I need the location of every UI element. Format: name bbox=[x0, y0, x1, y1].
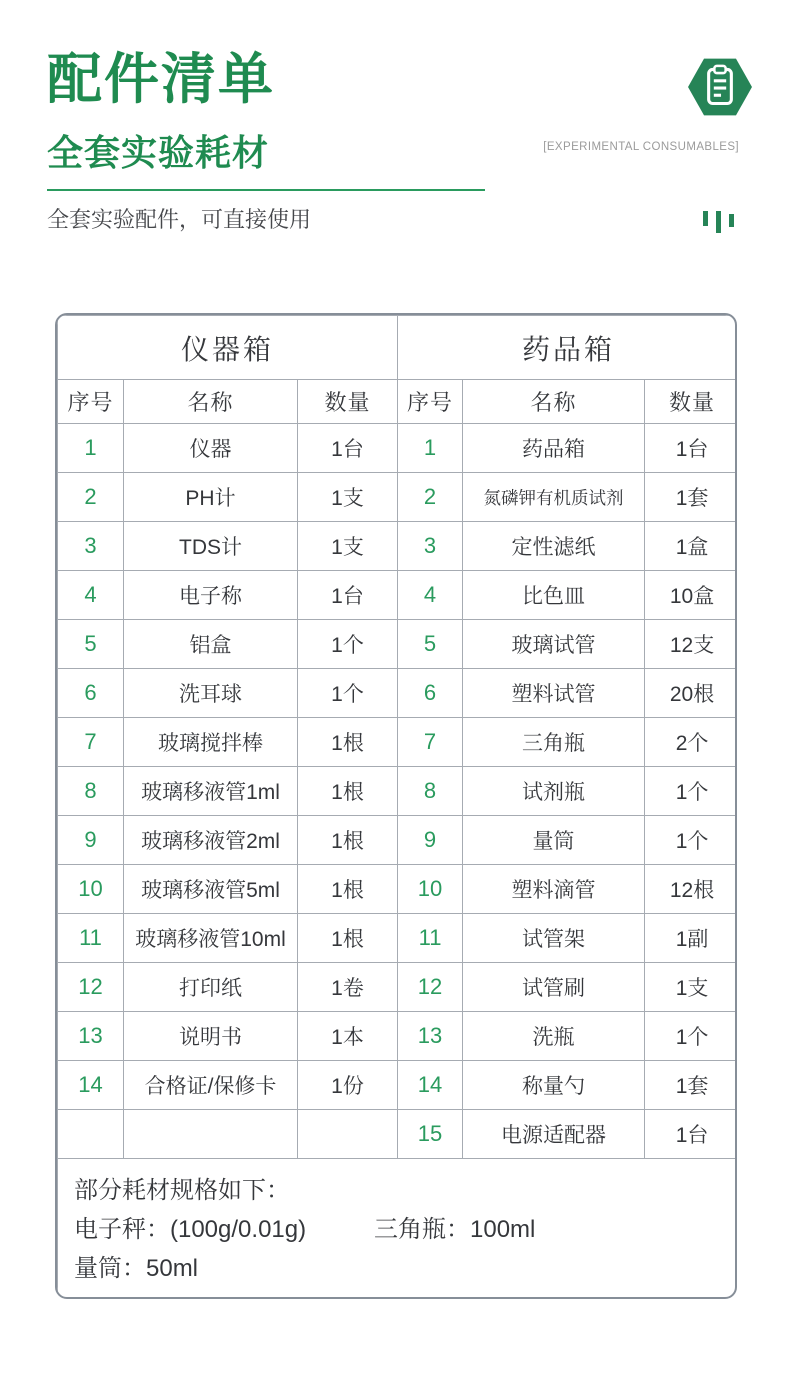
table-row bbox=[58, 424, 738, 473]
item-no: 10 bbox=[58, 865, 124, 914]
item-name: 洗耳球 bbox=[124, 669, 298, 718]
item-no: 15 bbox=[398, 1110, 463, 1159]
accent-bars-icon bbox=[703, 210, 739, 241]
item-name: 玻璃移液管1ml bbox=[124, 767, 298, 816]
item-name: 比色皿 bbox=[463, 571, 645, 620]
specs-intro: 部分耗材规格如下： bbox=[74, 1177, 290, 1204]
spec-scale: 电子秤：(100g/0.01g) bbox=[74, 1216, 307, 1243]
clipboard-hexagon-svg bbox=[687, 56, 753, 118]
item-name: 称量勺 bbox=[463, 1061, 645, 1110]
item-qty: 2个 bbox=[645, 718, 737, 767]
item-no: 8 bbox=[398, 767, 463, 816]
item-no bbox=[58, 1110, 124, 1159]
spec-cylinder: 量筒：50ml bbox=[74, 1255, 199, 1282]
item-name: 塑料滴管 bbox=[463, 865, 645, 914]
item-qty: 1盒 bbox=[645, 522, 737, 571]
item-no: 2 bbox=[398, 473, 463, 522]
item-no: 4 bbox=[58, 571, 124, 620]
column-header-row bbox=[58, 380, 738, 424]
item-no: 3 bbox=[58, 522, 124, 571]
item-name: 氮磷钾有机质试剂 bbox=[463, 473, 645, 522]
item-name: 玻璃试管 bbox=[463, 620, 645, 669]
item-qty bbox=[298, 1110, 398, 1159]
item-name: 电子称 bbox=[124, 571, 298, 620]
table-row bbox=[58, 914, 738, 963]
item-name: 玻璃搅拌棒 bbox=[124, 718, 298, 767]
item-no: 6 bbox=[398, 669, 463, 718]
item-name: 玻璃移液管2ml bbox=[124, 816, 298, 865]
item-name: 洗瓶 bbox=[463, 1012, 645, 1061]
item-no: 2 bbox=[58, 473, 124, 522]
item-qty: 1根 bbox=[298, 816, 398, 865]
item-name: 试管刷 bbox=[463, 963, 645, 1012]
item-no: 4 bbox=[398, 571, 463, 620]
item-no: 7 bbox=[398, 718, 463, 767]
item-no: 7 bbox=[58, 718, 124, 767]
item-qty: 1本 bbox=[298, 1012, 398, 1061]
item-qty: 1台 bbox=[645, 1110, 737, 1159]
item-qty: 1根 bbox=[298, 914, 398, 963]
item-qty: 1根 bbox=[298, 718, 398, 767]
table-row bbox=[58, 571, 738, 620]
item-name: 三角瓶 bbox=[463, 718, 645, 767]
item-name: 电源适配器 bbox=[463, 1110, 645, 1159]
item-name: 塑料试管 bbox=[463, 669, 645, 718]
item-name: TDS计 bbox=[124, 522, 298, 571]
page-subtitle: 全套实验耗材 bbox=[47, 132, 270, 173]
left-col-header-name: 名称 bbox=[124, 380, 298, 424]
item-name: 玻璃移液管10ml bbox=[124, 914, 298, 963]
item-qty: 1副 bbox=[645, 914, 737, 963]
table-row bbox=[58, 865, 738, 914]
item-no: 14 bbox=[398, 1061, 463, 1110]
right-col-header-name: 名称 bbox=[463, 380, 645, 424]
item-no: 6 bbox=[58, 669, 124, 718]
item-qty: 1个 bbox=[645, 816, 737, 865]
table-row bbox=[58, 473, 738, 522]
item-name: 试剂瓶 bbox=[463, 767, 645, 816]
left-col-header-qty: 数量 bbox=[298, 380, 398, 424]
item-name: 合格证/保修卡 bbox=[124, 1061, 298, 1110]
item-name: 药品箱 bbox=[463, 424, 645, 473]
item-qty: 1根 bbox=[298, 865, 398, 914]
item-qty: 1根 bbox=[298, 767, 398, 816]
item-no: 12 bbox=[398, 963, 463, 1012]
left-col-header-no: 序号 bbox=[58, 380, 124, 424]
item-no: 1 bbox=[398, 424, 463, 473]
table-row bbox=[58, 767, 738, 816]
specs-line-2 bbox=[74, 1210, 737, 1249]
item-qty: 1台 bbox=[298, 571, 398, 620]
table-row bbox=[58, 718, 738, 767]
table-row bbox=[58, 1012, 738, 1061]
tagline: 全套实验配件，可直接使用 bbox=[47, 207, 312, 232]
page-title: 配件清单 bbox=[47, 48, 276, 110]
item-qty: 1个 bbox=[298, 620, 398, 669]
item-qty: 1个 bbox=[645, 767, 737, 816]
item-no: 12 bbox=[58, 963, 124, 1012]
divider-line bbox=[47, 189, 485, 191]
right-box-title: 药品箱 bbox=[398, 316, 737, 380]
parts-table-grid bbox=[57, 315, 737, 1297]
box-title-row bbox=[58, 316, 738, 380]
item-name bbox=[124, 1110, 298, 1159]
parts-table bbox=[55, 313, 737, 1299]
item-no: 11 bbox=[398, 914, 463, 963]
item-qty: 1个 bbox=[645, 1012, 737, 1061]
item-no: 13 bbox=[58, 1012, 124, 1061]
item-qty: 20根 bbox=[645, 669, 737, 718]
item-name: 量筒 bbox=[463, 816, 645, 865]
item-no: 9 bbox=[58, 816, 124, 865]
item-no: 5 bbox=[398, 620, 463, 669]
item-no: 13 bbox=[398, 1012, 463, 1061]
item-name: 玻璃移液管5ml bbox=[124, 865, 298, 914]
item-qty: 1台 bbox=[298, 424, 398, 473]
item-no: 11 bbox=[58, 914, 124, 963]
item-qty: 12支 bbox=[645, 620, 737, 669]
item-no: 14 bbox=[58, 1061, 124, 1110]
item-qty: 10盒 bbox=[645, 571, 737, 620]
right-col-header-qty: 数量 bbox=[645, 380, 737, 424]
table-row bbox=[58, 1061, 738, 1110]
item-qty: 1台 bbox=[645, 424, 737, 473]
table-row bbox=[58, 1110, 738, 1159]
table-row bbox=[58, 669, 738, 718]
item-name: 定性滤纸 bbox=[463, 522, 645, 571]
item-qty: 1个 bbox=[298, 669, 398, 718]
subtitle-english-label: [EXPERIMENTAL CONSUMABLES] bbox=[543, 141, 739, 153]
item-name: 试管架 bbox=[463, 914, 645, 963]
item-no: 5 bbox=[58, 620, 124, 669]
table-row bbox=[58, 816, 738, 865]
item-qty: 1份 bbox=[298, 1061, 398, 1110]
item-no: 1 bbox=[58, 424, 124, 473]
item-qty: 1套 bbox=[645, 473, 737, 522]
item-name: 说明书 bbox=[124, 1012, 298, 1061]
item-name: 仪器 bbox=[124, 424, 298, 473]
item-qty: 1套 bbox=[645, 1061, 737, 1110]
item-qty: 1卷 bbox=[298, 963, 398, 1012]
item-qty: 1支 bbox=[298, 522, 398, 571]
item-no: 9 bbox=[398, 816, 463, 865]
table-row bbox=[58, 963, 738, 1012]
spec-flask: 三角瓶：100ml bbox=[374, 1216, 536, 1243]
right-col-header-no: 序号 bbox=[398, 380, 463, 424]
item-qty: 1支 bbox=[645, 963, 737, 1012]
item-name: 打印纸 bbox=[124, 963, 298, 1012]
left-box-title: 仪器箱 bbox=[58, 316, 398, 380]
item-qty: 1支 bbox=[298, 473, 398, 522]
item-name: 铝盒 bbox=[124, 620, 298, 669]
item-no: 8 bbox=[58, 767, 124, 816]
clipboard-hexagon-icon bbox=[687, 56, 753, 118]
specs-note bbox=[58, 1159, 738, 1297]
item-no: 3 bbox=[398, 522, 463, 571]
item-qty: 12根 bbox=[645, 865, 737, 914]
item-name: PH计 bbox=[124, 473, 298, 522]
specs-row bbox=[58, 1159, 738, 1297]
table-row bbox=[58, 620, 738, 669]
table-row bbox=[58, 522, 738, 571]
item-no: 10 bbox=[398, 865, 463, 914]
